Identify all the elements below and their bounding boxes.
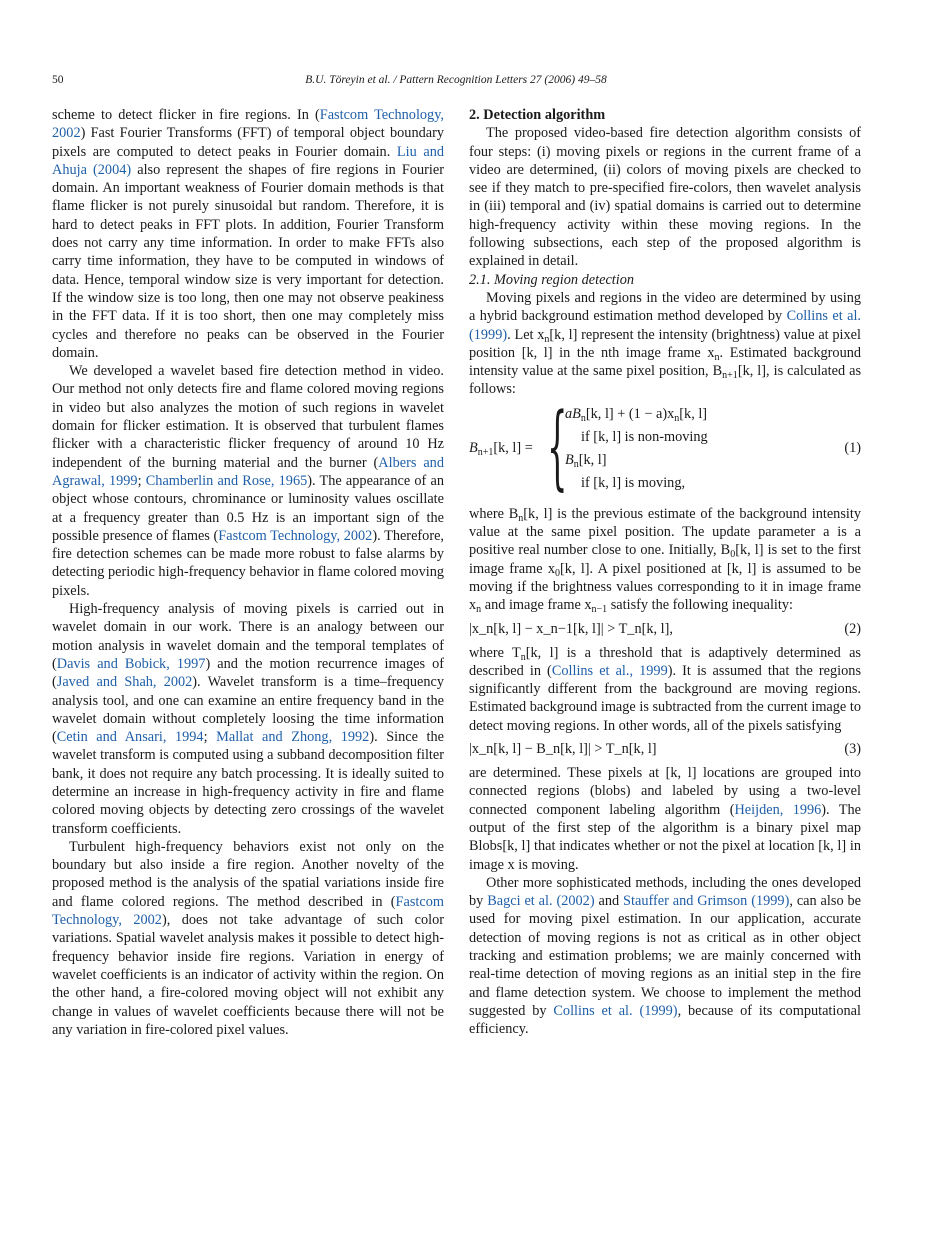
paragraph-turbulent — [52, 838, 444, 1039]
case-row — [565, 405, 707, 423]
equation-number: (1) — [844, 439, 861, 456]
page-number: 50 — [52, 74, 64, 86]
text: ). Since the wavelet transform is computed using a subband decomposition filter bank, it does not require any batch processing. It is ideally suited to determine an increase in high-frequency activity in fire and flame colored moving objects by detecting zero crossings of the wavelet transform coefficients. — [52, 729, 445, 837]
text: [k, l], is calculated as follows: — [469, 363, 862, 398]
text: ) and the motion recurrence images of ( — [52, 655, 444, 691]
text: [k, l] + (1 − a)x — [585, 405, 675, 422]
text: ), does not take advantage of such color variations. Spatial wavelet analysis makes it possible to detect high-frequency behavior inside fire regions. Variation in energy of wavelet coefficients is an indicator of activity within the region. On the other hand, a fire-colored moving object will not exhibit any change in values of wavelet coefficients because there will not be any variation in fire-colored pixel values. — [52, 912, 444, 1038]
citation-link[interactable]: Albers and Agrawal, 1999 — [52, 454, 444, 489]
paragraph-high-frequency — [52, 600, 444, 838]
text: B — [565, 451, 574, 468]
text: [k, l] is a threshold that is adaptively determined as described in ( — [469, 644, 861, 679]
text: B — [469, 439, 478, 456]
citation-link[interactable]: Cetin and Ansari, 1994 — [56, 729, 204, 746]
subscript: n — [476, 604, 482, 616]
citation-link[interactable]: Collins et al. (1999) — [553, 1002, 678, 1019]
subscript: n — [580, 412, 586, 424]
text: where B — [469, 505, 519, 522]
text: aB — [565, 405, 581, 422]
text: where T — [469, 644, 521, 661]
equation-3 — [469, 740, 861, 759]
equation-number: (2) — [844, 620, 861, 637]
text: scheme to detect flicker in fire regions. In ( — [52, 107, 320, 123]
equation-body: |x_n[k, l] − x_n−1[k, l]| > T_n[k, l], — [469, 620, 673, 637]
citation-link[interactable]: Chamberlin and Rose, 1965 — [145, 472, 308, 489]
text: [k, l] — [578, 451, 607, 468]
text: and image frame x — [481, 597, 592, 614]
text: [k, l]. A pixel positioned at [k, l] is assumed to be moving if the brightness values corresponding to it in image frame x — [469, 560, 861, 614]
text: ). The appearance of an object whose contours, chrominance or luminosity values oscillate at a frequency greater than 0.5 Hz is an important sign of the possible presence of flames ( — [52, 472, 444, 544]
text: , can also be used for moving pixel estimation. In our application, accurate detection of moving regions is not as critical as in other object tracking and estimation problems; we are mainly concerned with real-time detection of moving regions as an initial step in the fire and flame detection system. We choose to implement the method suggested by — [469, 893, 861, 1019]
text: ) Fast Fourier Transforms (FFT) of temporal object boundary pixels are computed to detect peaks in Fourier domain. — [52, 125, 444, 160]
text: are determined. These pixels at [k, l] locations are grouped into connected regions (blobs) and labeled by using a two-level connected component labeling algorithm ( — [469, 765, 861, 818]
text: High-frequency analysis of moving pixels is carried out in wavelet domain in our work. There is an analogy between our motion analysis in wavelet domain and the temporal templates of ( — [52, 601, 444, 672]
subscript: 0 — [555, 567, 561, 579]
section-title: 2. Detection algorithm — [469, 107, 606, 123]
left-column — [52, 106, 444, 1039]
text: ). The output of the first step of the algorithm is a binary pixel map Blobs[k, l] that indicates whether or not the pixel at location [k, l] in image x is moving. — [469, 801, 861, 873]
subscript: n — [674, 412, 680, 424]
citation-link[interactable]: Collins et al., 1999 — [551, 662, 668, 679]
text: [k, l] is set to the first image frame x — [469, 542, 861, 577]
text: ). It is assumed that the regions significantly different from the background are moving regions. Estimated background image is subtracted from the current image to detect moving regions. In other words, all of the pixels satisfying — [469, 662, 862, 734]
case-row — [565, 451, 607, 469]
text: We developed a wavelet based fire detection method in video. Our method not only detects fire and flame colored moving regions in video but also analyzes the motion of such regions in wavelet domain for flicker estimation. It is observed that turbulent flames flicker with a characteristic flicker frequency of around 10 Hz independent of the burning material and the burner ( — [52, 363, 444, 471]
citation-link[interactable]: Heijden, 1996 — [734, 801, 822, 818]
equation-2 — [469, 620, 861, 639]
subscript: n+1 — [477, 446, 494, 458]
citation-link[interactable]: Bagci et al. (2002) — [487, 893, 595, 910]
text: satisfy the following inequality: — [607, 597, 793, 614]
text: Turbulent high-frequency behaviors exist not only on the boundary but also inside a fire region. Another novelty of the proposed method is the analysis of the spatial variations inside fire and flame colored regions. The method described in ( — [52, 838, 444, 910]
text: [k, l] is the previous estimate of the background intensity value at the same pixel position. The update parameter a is a positive real number close to one. Initially, B — [469, 505, 861, 559]
citation-link[interactable]: Mallat and Zhong, 1992 — [216, 729, 370, 746]
subscript: n — [573, 458, 579, 470]
text: [k, l] represent the intensity (brightness) value at pixel position [k, l] in the nth image frame x — [469, 326, 861, 361]
text: . Estimated background intensity value at the same pixel position, B — [469, 344, 862, 380]
citation-link[interactable]: Stauffer and Grimson (1999) — [623, 893, 790, 910]
citation-link[interactable]: Fastcom Technology, 2002 — [52, 893, 444, 929]
subscript: n — [518, 512, 524, 524]
subscript: n−1 — [591, 604, 608, 616]
paragraph-wavelet-method — [52, 362, 444, 600]
subscript: n — [544, 333, 550, 345]
text: ). Therefore, fire detection schemes can be made more robust to false alarms by detecting periodic high-frequency behavior in flame colored moving pixels. — [52, 527, 445, 599]
text: [k, l] — [679, 405, 708, 422]
case-condition: if [k, l] is moving, — [581, 474, 686, 491]
paragraph-algorithm-overview: The proposed video-based fire detection algorithm consists of four steps: (i) moving pixels or regions in the current frame of a video are determined, (ii) colors of moving pixels are checked to see if they match to pre-specified fire-colors, then wavelet analysis in (iii) temporal and (iv) spatial domains is carried out to determine high-frequency activity within these moving regions. In the following subsections, each step of the proposed algorithm is explained in detail. — [469, 125, 861, 270]
citation-link[interactable]: Liu and Ahuja (2004) — [52, 143, 444, 178]
subscript: n+1 — [722, 370, 738, 382]
equation-body: |x_n[k, l] − B_n[k, l]| > T_n[k, l] — [469, 741, 657, 758]
text: ; — [203, 729, 217, 746]
subscript: 0 — [730, 549, 736, 561]
text: ). Wavelet transform is a time–frequency analysis tool, and one can examine an entire frequency band in the wavelet domain without completely loosing the time information ( — [52, 674, 444, 746]
subsection-title: 2.1. Moving region detection — [469, 271, 635, 288]
brace-icon: { — [547, 392, 568, 500]
text: also represent the shapes of fire regions in Fourier domain. An important weakness of Fourier domain methods is that flame flicker is not purely sinusoidal but random. Therefore, it is hard to detect peaks in FFT plots. In addition, Fourier Transform does not carry any time information. In order to make FFTs also carry time information, they have to be computed in windows of data. Hence, temporal window size is very important for detection. If the window size is too long, then one may not observe peakiness in the FFT data. If it is too short, then one may completely miss cycles and therefore no peaks can be observed in the Fourier domain. — [52, 161, 444, 361]
citation-link[interactable]: Fastcom Technology, 2002 — [52, 107, 445, 142]
citation-link[interactable]: Fastcom Technology, 2002 — [218, 527, 373, 544]
paragraph-blobs — [469, 764, 861, 874]
text: Other more sophisticated methods, including the ones developed by — [469, 874, 861, 910]
text: , because of its computational efficiency. — [469, 1002, 861, 1038]
subscript: n — [520, 651, 526, 663]
paragraph-threshold — [469, 644, 861, 735]
citation-link[interactable]: Javed and Shah, 2002 — [56, 674, 193, 691]
text: [k, l] = — [493, 439, 533, 456]
text: . Let x — [507, 326, 545, 343]
citation-link[interactable]: Davis and Bobick, 1997 — [56, 655, 206, 672]
citation-link[interactable]: Collins et al. (1999) — [469, 308, 861, 343]
paragraph-update-parameter — [469, 505, 861, 615]
paragraph-other-methods — [469, 874, 861, 1039]
right-column — [469, 106, 861, 1038]
paragraph-moving-pixels — [469, 289, 861, 399]
equation-number: (3) — [844, 741, 861, 758]
text: and — [594, 893, 624, 910]
text: ; — [137, 472, 146, 489]
equation-1 — [469, 392, 861, 500]
subscript: n — [714, 351, 720, 363]
case-condition: if [k, l] is non-moving — [581, 428, 708, 445]
text: Moving pixels and regions in the video are determined by using a hybrid background estimation method developed by — [469, 289, 861, 325]
paragraph-fft — [52, 106, 444, 362]
equation-lhs — [469, 439, 533, 457]
page-header — [52, 74, 860, 90]
running-title: B.U. Töreyin et al. / Pattern Recognition Letters 27 (2006) 49–58 — [305, 74, 607, 86]
